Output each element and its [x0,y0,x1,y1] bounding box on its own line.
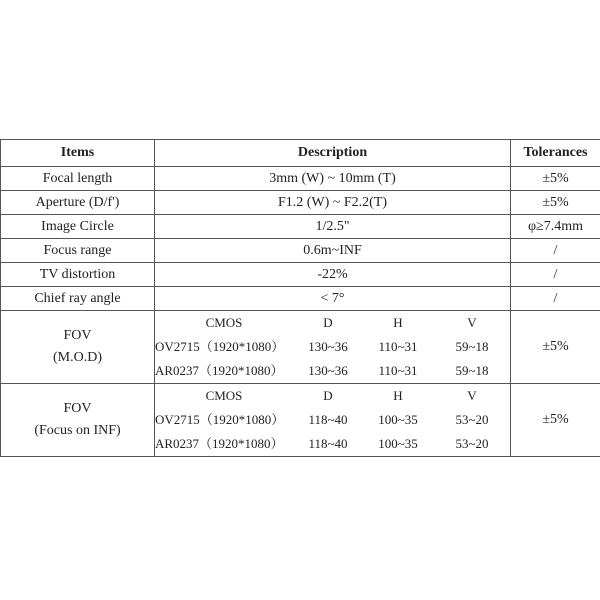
sensor-name: AR0237（1920*1080） [155,436,284,451]
sensor-name: OV2715（1920*1080） [155,339,285,354]
tolerance-cell: / [511,263,600,287]
header-row [1,140,600,167]
d-header: D [323,388,333,403]
item-cell: Aperture (D/f') [1,191,155,215]
tolerance-cell: ±5% [511,167,600,191]
fov-inf-row [1,384,600,457]
h-value: 100~35 [378,412,418,427]
fov-inf-subheader [155,384,511,408]
item-cell: Image Circle [1,215,155,239]
description-cell: 1/2.5" [155,215,511,239]
fov-inf-subtable [155,384,511,456]
fov-mod-description [155,311,511,384]
table-row [1,191,600,215]
fov-mod-row [1,311,600,384]
list-item [155,408,511,432]
header-tolerances: Tolerances [511,140,600,167]
item-cell: TV distortion [1,263,155,287]
fov-mod-subheader [155,311,511,335]
list-item [155,359,511,383]
item-cell: Focal length [1,167,155,191]
item-cell: Focus range [1,239,155,263]
cmos-header: CMOS [205,388,243,403]
description-cell: 3mm (W) ~ 10mm (T) [155,167,511,191]
sensor-name: OV2715（1920*1080） [155,412,285,427]
h-header: H [393,315,403,330]
fov-mod-subtable [155,311,511,383]
h-value: 110~31 [378,339,418,354]
v-value: 53~20 [455,412,489,427]
v-value: 59~18 [455,339,489,354]
v-header: V [467,315,477,330]
v-value: 59~18 [455,363,489,378]
table-row [1,215,600,239]
h-value: 100~35 [378,436,418,451]
description-cell: 0.6m~INF [155,239,511,263]
fov-inf-description [155,384,511,457]
fov-inf-tolerance: ±5% [511,384,600,457]
fov-mod-label-line1: FOV [63,328,92,343]
v-header: V [467,388,477,403]
fov-inf-label-line1: FOV [63,401,92,416]
table-row [1,167,600,191]
fov-mod-label-line2: (M.O.D) [53,350,102,365]
sensor-name: AR0237（1920*1080） [155,363,284,378]
description-cell: -22% [155,263,511,287]
tolerance-cell: ±5% [511,191,600,215]
v-value: 53~20 [455,436,489,451]
fov-inf-label [1,384,155,457]
table-row [1,263,600,287]
d-header: D [323,315,333,330]
fov-inf-label-line2: (Focus on INF) [34,423,121,438]
h-header: H [393,388,403,403]
table-row [1,287,600,311]
tolerance-cell: / [511,287,600,311]
fov-mod-tolerance: ±5% [511,311,600,384]
h-value: 110~31 [378,363,418,378]
lens-spec-table [0,139,600,457]
cmos-header: CMOS [205,315,243,330]
list-item [155,432,511,456]
description-cell: < 7° [155,287,511,311]
header-items: Items [1,140,155,167]
header-description: Description [155,140,511,167]
item-cell: Chief ray angle [1,287,155,311]
tolerance-cell: φ≥7.4mm [511,215,600,239]
description-cell: F1.2 (W) ~ F2.2(T) [155,191,511,215]
list-item [155,335,511,359]
fov-mod-label [1,311,155,384]
d-value: 130~36 [308,339,348,354]
d-value: 118~40 [308,412,348,427]
d-value: 118~40 [308,436,348,451]
table-row [1,239,600,263]
spec-table-container [0,139,600,462]
tolerance-cell: / [511,239,600,263]
d-value: 130~36 [308,363,348,378]
